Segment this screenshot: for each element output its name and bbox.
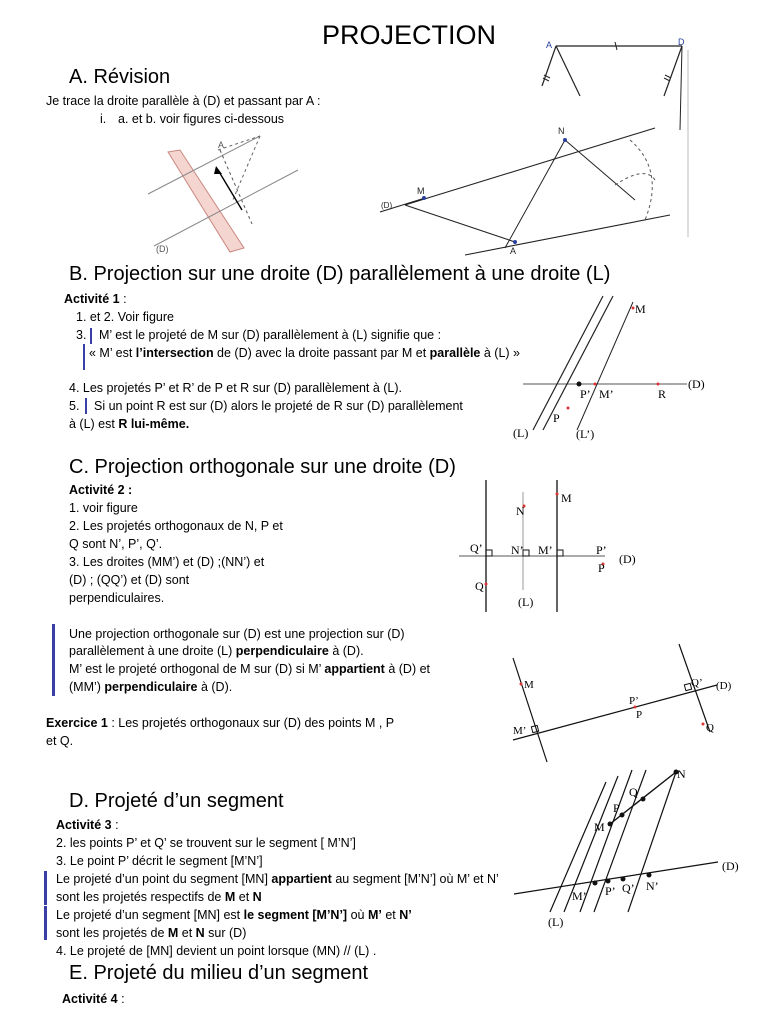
figure-c [455, 478, 655, 618]
text-span: à (D). [197, 680, 233, 694]
section-a-line1: Je trace la droite parallèle à (D) et passant par A : [46, 94, 321, 108]
definition-c-line2 [69, 643, 364, 660]
text-bold: M’ [367, 908, 382, 922]
section-b-activity [64, 291, 127, 308]
fig-c-label-m-prime: M’ [538, 543, 553, 557]
section-a-heading: A. Révision [69, 66, 171, 88]
fig-c-label-d: (D) [619, 552, 636, 566]
section-a-item-num: i. [100, 112, 107, 126]
section-b-line4: 4. Les projetés P’ et R’ de P et R sur (D) parallèlement à (L). [69, 381, 403, 395]
text-span: Le projeté d’un point du segment [MN] [56, 872, 272, 886]
figure-d [510, 762, 750, 932]
definition-c-line1: Une projection orthogonale sur (D) est une projection sur (D) [69, 627, 405, 641]
section-d-line6 [56, 925, 246, 942]
text-span: sont les projetés respectifs de [56, 890, 225, 904]
fig-d-label-l: (L) [548, 915, 564, 929]
fig-d-label-p: P [613, 801, 620, 815]
fig-ex-label-p-prime: P’ [629, 695, 639, 707]
text-span: à (L) » [480, 346, 520, 360]
activity-4-label: Activité 4 [62, 992, 118, 1006]
section-d-heading: D. Projeté d’un segment [69, 790, 284, 812]
fig-b-label-l: (L) [513, 426, 529, 440]
fig-c-label-q-prime: Q’ [470, 541, 483, 555]
text-bold: N [252, 890, 262, 904]
fig-c-label-n: N [516, 504, 525, 518]
text-span: sur (D) [204, 926, 247, 940]
fig-b-label-p: P [553, 411, 560, 425]
fig-d-label-m: M [594, 820, 605, 834]
section-b-line2-num: 3. [76, 328, 87, 342]
fig-d-label-n: N [677, 767, 686, 781]
fig-c-label-p: P [598, 561, 605, 575]
section-d-line2: 3. Le point P’ décrit le segment [M’N’] [56, 854, 263, 868]
section-b-line5-num: 5. [69, 399, 80, 413]
activity-1-suffix: : [119, 292, 127, 306]
fig-ex-label-m: M [524, 679, 534, 691]
text-span: parallèlement à une droite (L) [69, 644, 236, 658]
text-span: et [381, 908, 400, 922]
fig-d-label-d: (D) [722, 859, 739, 873]
text-bold: l’intersection [135, 346, 214, 360]
definition-marker-bar [83, 344, 85, 370]
fig-a1-label-d: (D) [156, 244, 169, 254]
fig-ex-label-p: P [636, 709, 643, 721]
fig-d-label-p-prime: P’ [605, 884, 616, 898]
section-e-activity [62, 991, 125, 1008]
section-d-line1: 2. les points P’ et Q’ se trouvent sur le segment [ M’N’] [56, 836, 356, 850]
section-c-line5: (D) ; (QQ’) et (D) sont [69, 573, 190, 587]
text-bold: N [195, 926, 205, 940]
text-span: et [235, 890, 253, 904]
section-c-activity: Activité 2 : [69, 483, 133, 497]
text-span: : Les projetés orthogonaux sur (D) des points M , P [107, 716, 395, 730]
section-d-line3 [56, 871, 499, 888]
fig-c-label-l: (L) [518, 595, 534, 609]
fig-b-label-m-prime: M’ [599, 387, 614, 401]
text-span: de (D) avec la droite passant par M et [213, 346, 430, 360]
activity-4-suffix: : [117, 992, 125, 1006]
text-bold: M [167, 926, 179, 940]
exercise-1-label: Exercice 1 [46, 716, 108, 730]
fig-c-label-m: M [561, 491, 572, 505]
fig-top-label-d: D [678, 37, 685, 47]
fig-top-label-a: A [546, 40, 553, 50]
activity-3-label: Activité 3 [56, 818, 112, 832]
section-c-line3: Q sont N’, P’, Q’. [69, 537, 163, 551]
definition-c-line4 [69, 679, 232, 696]
section-d-line4 [56, 889, 262, 906]
activity-1-label: Activité 1 [64, 292, 120, 306]
definition-marker-bar [44, 906, 47, 940]
text-bold: appartient [324, 662, 385, 676]
page-title: PROJECTION [322, 20, 497, 50]
section-c-line6: perpendiculaires. [69, 591, 165, 605]
figure-exercise-1 [505, 640, 745, 765]
section-d-activity [56, 817, 119, 834]
section-d-line5 [56, 907, 412, 924]
definition-marker-bar [52, 624, 55, 696]
section-b-line6 [69, 416, 189, 433]
text-bold: N’ [399, 908, 412, 922]
text-bold: le segment [M’N’] [243, 908, 348, 922]
section-c-heading: C. Projection orthogonale sur une droite (D) [69, 456, 456, 478]
definition-c-line3 [69, 661, 430, 678]
section-e-heading: E. Projeté du milieu d’un segment [69, 962, 369, 984]
text-bold: perpendiculaire [104, 680, 198, 694]
section-b-line2: M’ est le projeté de M sur (D) parallèlement à (L) signifie que : [99, 328, 442, 342]
figure-b [505, 290, 745, 450]
section-c-line1: 1. voir figure [69, 501, 138, 515]
definition-marker-bar [85, 398, 87, 414]
fig-a2-label-a: A [510, 246, 517, 256]
text-span: à (D). [328, 644, 364, 658]
section-b-line1: 1. et 2. Voir figure [76, 310, 174, 324]
section-c-line2: 2. Les projetés orthogonaux de N, P et [69, 519, 283, 533]
text-span: à (L) est [69, 417, 119, 431]
text-bold: appartient [271, 872, 332, 886]
fig-a2-label-d: (D) [381, 201, 393, 210]
text-span: où [347, 908, 368, 922]
text-bold: M [224, 890, 236, 904]
fig-a2-label-m: M [417, 186, 425, 196]
fig-a1-label-a: A [218, 140, 225, 150]
section-b-line3 [89, 345, 520, 362]
section-c-line4: 3. Les droites (MM’) et (D) ;(NN’) et [69, 555, 265, 569]
section-d-line7: 4. Le projeté de [MN] devient un point lorsque (MN) // (L) . [56, 944, 377, 958]
section-b-line5: Si un point R est sur (D) alors le projeté de R sur (D) parallèlement [94, 399, 463, 413]
fig-b-label-l-prime: (L’) [576, 427, 595, 441]
activity-3-suffix: : [111, 818, 119, 832]
text-span: M’ est le projeté orthogonal de M sur (D) si M’ [69, 662, 325, 676]
text-span: sont les projetés de [56, 926, 168, 940]
section-b-heading: B. Projection sur une droite (D) parallèlement à une droite (L) [69, 263, 611, 285]
definition-marker-bar [90, 328, 92, 344]
fig-c-label-q: Q [475, 579, 484, 593]
fig-b-label-r: R [658, 387, 667, 401]
fig-b-label-m: M [635, 302, 646, 316]
fig-ex-label-q: Q [706, 722, 714, 734]
fig-c-label-p-prime: P’ [596, 543, 607, 557]
text-span: Le projeté d’un segment [MN] est [56, 908, 244, 922]
fig-ex-label-m-prime: M’ [513, 725, 527, 737]
fig-d-label-m-prime: M’ [572, 889, 587, 903]
exercise-1-line2: et Q. [46, 734, 74, 748]
section-a-item-text: a. et b. voir figures ci-dessous [118, 112, 285, 126]
fig-d-label-n-prime: N’ [646, 879, 659, 893]
fig-c-label-n-prime: N’ [511, 543, 524, 557]
text-span: au segment [M’N’] où M’ et N’ [331, 872, 499, 886]
text-span: « M’ est [89, 346, 136, 360]
fig-ex-label-q-prime: Q’ [691, 677, 703, 689]
fig-ex-label-d: (D) [716, 680, 732, 692]
figure-a1 [140, 130, 310, 265]
text-span: et [178, 926, 196, 940]
fig-b-label-p-prime: P’ [580, 387, 591, 401]
fig-b-label-d: (D) [688, 377, 705, 391]
fig-d-label-q-prime: Q’ [622, 881, 635, 895]
text-span: (MM’) [69, 680, 105, 694]
text-bold: perpendiculaire [235, 644, 329, 658]
fig-a2-label-n: N [558, 126, 565, 136]
text-bold: parallèle [429, 346, 481, 360]
figure-a2 [375, 120, 675, 260]
exercise-1-line1 [46, 715, 394, 732]
text-span: à (D) et [384, 662, 431, 676]
definition-marker-bar [44, 871, 47, 905]
text-bold: R lui-même. [118, 417, 190, 431]
fig-d-label-q: Q [629, 785, 638, 799]
